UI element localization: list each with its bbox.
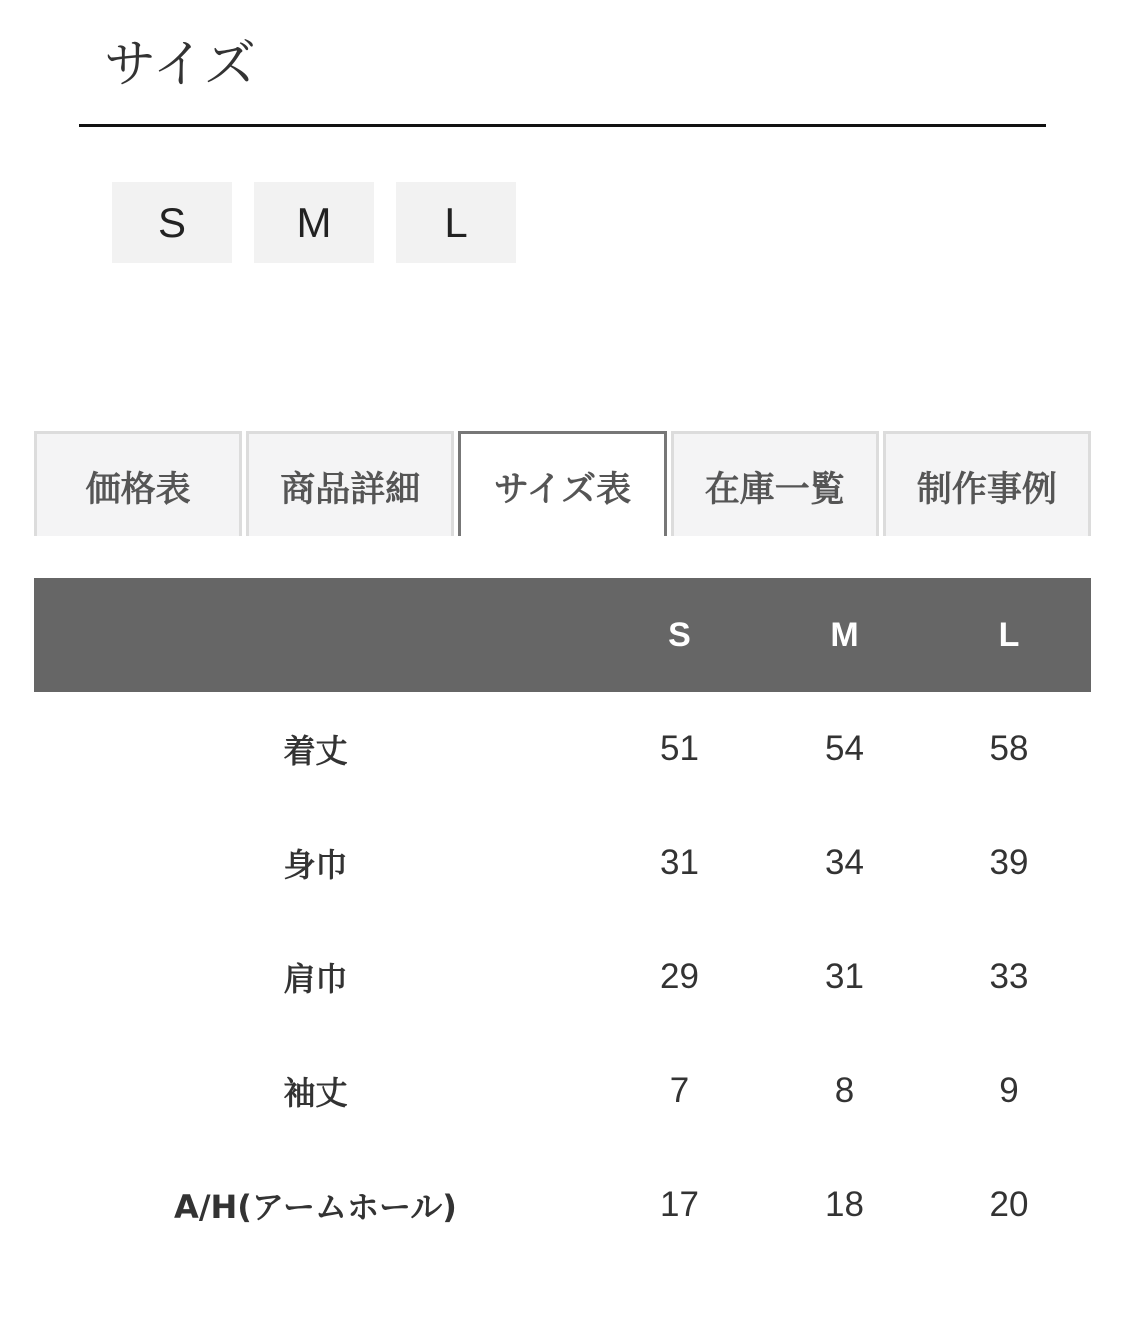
table-row — [34, 1034, 1091, 1148]
header-cell-s: S — [668, 615, 691, 654]
table-row — [34, 692, 1091, 806]
section-title: サイズ — [104, 35, 256, 95]
table-cell: 17 — [660, 1185, 699, 1224]
tab-product-details[interactable]: 商品詳細 — [246, 431, 454, 536]
tab-production-examples[interactable]: 制作事例 — [883, 431, 1091, 536]
row-label: A/H(アームホール) — [174, 1188, 457, 1226]
header-cell-l: L — [998, 615, 1020, 654]
table-cell: 7 — [669, 1071, 690, 1110]
table-cell: 34 — [825, 843, 864, 882]
table-cell: 20 — [989, 1185, 1029, 1224]
table-cell: 33 — [989, 957, 1029, 996]
title-divider — [79, 124, 1046, 127]
size-option-m[interactable]: M — [254, 182, 374, 263]
table-cell: 58 — [989, 729, 1029, 768]
size-option-s[interactable]: S — [112, 182, 232, 263]
table-row — [34, 1148, 1091, 1262]
tab-bar — [34, 431, 1091, 536]
table-cell: 9 — [999, 1071, 1019, 1110]
row-label: 身巾 — [283, 846, 348, 884]
row-label: 肩巾 — [283, 960, 348, 998]
table-row — [34, 920, 1091, 1034]
tab-price-list[interactable]: 価格表 — [34, 431, 242, 536]
table-cell: 31 — [825, 957, 864, 996]
header-cell-m: M — [830, 615, 859, 654]
tab-stock-list[interactable]: 在庫一覧 — [671, 431, 879, 536]
size-options — [112, 182, 516, 263]
header-cell-empty — [34, 578, 597, 692]
table-row — [34, 806, 1091, 920]
table-cell: 39 — [989, 843, 1029, 882]
size-chart-table — [34, 578, 1091, 1262]
size-option-l[interactable]: L — [396, 182, 516, 263]
table-header-row — [34, 578, 1091, 692]
table-cell: 29 — [660, 957, 699, 996]
table-cell: 8 — [834, 1071, 855, 1110]
table-cell: 18 — [825, 1185, 864, 1224]
row-label: 袖丈 — [283, 1074, 348, 1112]
table-cell: 31 — [660, 843, 699, 882]
table-cell: 54 — [825, 729, 864, 768]
table-cell: 51 — [660, 729, 699, 768]
row-label: 着丈 — [283, 732, 348, 770]
tab-size-chart[interactable]: サイズ表 — [458, 431, 666, 536]
